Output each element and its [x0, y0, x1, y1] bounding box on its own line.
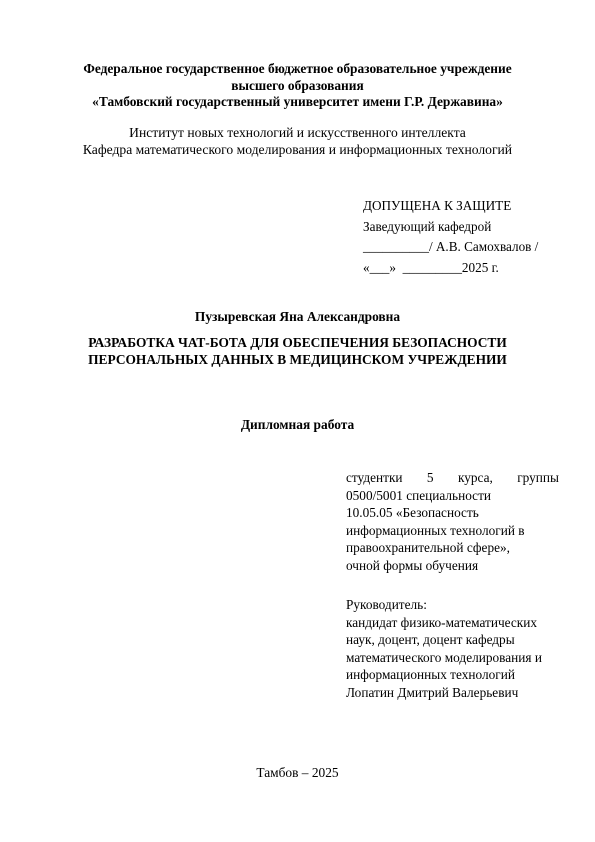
supervisor-name: Лопатин Дмитрий Валерьевич: [346, 684, 519, 700]
supervisor-info-line: информационных технологий: [346, 667, 515, 682]
student-info-line: правоохранительной сфере»,: [346, 540, 510, 555]
header-line-organization: Федеральное государственное бюджетное образовательное учреждение: [83, 61, 512, 76]
approval-signature: __________/ А.В. Самохвалов /: [363, 239, 539, 254]
institute-block: [60, 124, 535, 158]
student-word: 5: [426, 470, 434, 485]
supervisor-info-line: математического моделирования и: [346, 649, 542, 665]
work-type: Дипломная работа: [240, 417, 355, 432]
student-word: курса,: [457, 470, 493, 485]
approval-heading: ДОПУЩЕНА К ЗАЩИТЕ: [363, 198, 512, 213]
institute-name: Институт новых технологий и искусственного интеллекта: [129, 125, 466, 140]
thesis-title-line: ПЕРСОНАЛЬНЫХ ДАННЫХ В МЕДИЦИНСКОМ УЧРЕЖДЕНИИ: [88, 351, 507, 367]
student-word: студентки: [346, 470, 403, 485]
student-info-line: [346, 469, 559, 487]
thesis-title: [60, 335, 535, 368]
student-info-line: информационных технологий в: [346, 522, 525, 538]
author-name: Пузыревская Яна Александровна: [194, 309, 401, 324]
supervisor-info-line: наук, доцент, доцент кафедры: [346, 632, 515, 647]
student-word: группы: [517, 470, 559, 485]
student-info-line: 10.05.05 «Безопасность: [346, 505, 479, 520]
university-header: [60, 61, 535, 111]
approval-date: «___» _________2025 г.: [363, 259, 499, 275]
student-info-line: очной формы обучения: [346, 557, 479, 573]
city-year: Тамбов – 2025: [256, 765, 339, 780]
supervisor-info: [346, 596, 566, 701]
header-line-education-level: высшего образования: [231, 77, 364, 93]
student-info: [346, 469, 559, 574]
approval-block: [363, 196, 563, 278]
supervisor-info-line: кандидат физико-математических: [346, 614, 538, 630]
header-line-university-name: «Тамбовский государственный университет имени Г.Р. Державина»: [92, 94, 503, 109]
thesis-title-line: РАЗРАБОТКА ЧАТ-БОТА ДЛЯ ОБЕСПЕЧЕНИЯ БЕЗОПАСНОСТИ: [88, 335, 507, 350]
approval-position: Заведующий кафедрой: [363, 218, 492, 234]
supervisor-heading: Руководитель:: [346, 597, 427, 612]
student-info-line: 0500/5001 специальности: [346, 487, 491, 503]
department-name: Кафедра математического моделирования и информационных технологий: [82, 142, 513, 157]
